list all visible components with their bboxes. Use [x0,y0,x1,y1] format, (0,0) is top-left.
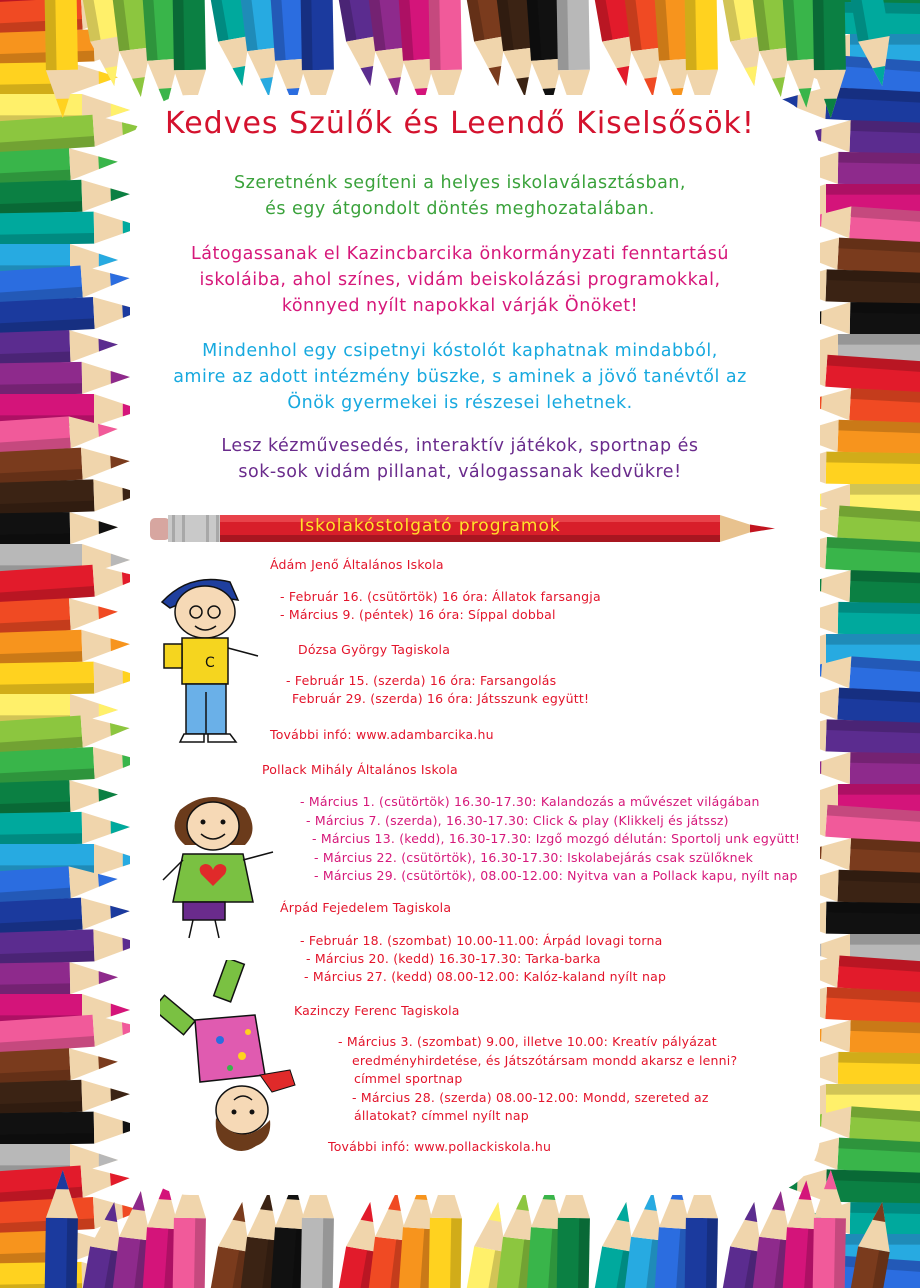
colored-pencil [0,661,142,696]
event-item: címmel sportnap [354,1071,463,1086]
school-name-dozsa: Dózsa György Tagiskola [298,642,451,657]
upside-down-kid-icon [160,960,310,1160]
school-name-arpad: Árpád Fejedelem Tagiskola [280,900,452,915]
colored-pencil [0,778,118,815]
colored-pencil [0,895,131,936]
intro-paragraph-4 [0,433,920,485]
event-item: - Február 16. (csütörtök) 16 óra: Állatok farsangja [280,589,601,604]
intro-paragraph-1 [0,170,920,222]
intro-paragraph-2 [0,241,920,319]
colored-pencil [0,811,130,846]
boy-with-cap-icon [150,572,270,747]
colored-pencil [0,961,118,996]
page-title: Kedves Szülők és Leendő Kiselsősök! [165,106,755,141]
event-item: - Március 9. (péntek) 16 óra: Síppal dobbal [280,607,556,622]
event-item: eredményhirdetése, és Játszótársam mondd akarsz e lenni? [352,1052,738,1068]
school-name-pollack: Pollack Mihály Általános Iskola [262,762,458,777]
girl-with-heart-icon [155,790,290,940]
colored-pencil [0,1046,119,1086]
event-item: - Március 27. (kedd) 08.00-12.00: Kalóz-kaland nyílt nap [304,969,667,984]
text-line: könnyed nyílt napokkal várják Önöket! [281,296,639,316]
event-item: - Március 1. (csütörtök) 16.30-17.30: Kalandozás a művészet világában [300,794,760,809]
text-line: sok-sok vidám pillanat, válogassanak kedvükre! [238,462,682,482]
event-item: - Március 20. (kedd) 16.30-17.30: Tarka-barka [306,951,601,966]
school-name-adam: Ádám Jenő Általános Iskola [270,557,444,572]
event-item: - Március 22. (csütörtök), 16.30-17.30: Iskolabejárás csak szülőknek [314,849,754,865]
colored-pencil [0,1111,142,1146]
text-line: iskoláiba, ahol színes, vidám beiskolázási programokkal, [199,270,721,290]
colored-pencil [0,928,142,966]
colored-pencil [0,1078,130,1116]
text-line: és egy átgondolt döntés meghozatalában. [265,199,655,219]
text-line: Szeretnénk segíteni a helyes iskolaválasztásban, [234,173,686,193]
text-line: Lesz kézművesedés, interaktív játékok, sportnap és [221,436,699,456]
text-line: Látogassanak el Kazincbarcika önkormányzati fenntartású [191,244,729,264]
colored-pencil [0,628,130,666]
programs-banner-label: Iskolakóstolgató programok [299,516,561,536]
event-item: Február 29. (szerda) 16 óra: Játsszunk együtt! [292,691,590,706]
event-list-pollack [300,793,800,886]
info-link-pollackiskola[interactable]: További infó: www.pollackiskola.hu [328,1139,552,1154]
event-item: állatokat? címmel nyílt nap [354,1108,529,1123]
intro-paragraph-3 [0,338,920,416]
colored-pencil [0,596,119,636]
text-line: amire az adott intézmény büszke, s aminek a jövő tanévtől az [173,367,747,387]
text-line: Önök gyermekei is részesei lehetnek. [287,393,633,413]
info-link-adambarcika[interactable]: További infó: www.adambarcika.hu [270,727,494,742]
event-item: - Március 13. (kedd), 16.30-17.30: Izgő mozgó délután: Sportolj unk együtt! [312,831,801,846]
colored-pencil [0,511,118,546]
event-item: - Március 3. (szombat) 9.00, illetve 10.00: Kreatív pályázat [338,1034,717,1049]
event-item: - Március 28. (szerda) 08.00-12.00: Mondd, szereted az [352,1089,709,1105]
text-line: Mindenhol egy csipetnyi kóstolót kaphatnak mindabból, [202,341,718,361]
event-item: - Február 18. (szombat) 10.00-11.00: Árpád lovagi torna [300,933,663,948]
school-name-kazinczy: Kazinczy Ferenc Tagiskola [294,1003,460,1018]
svg-text:C: C [205,655,215,671]
event-list-adam [280,588,601,624]
event-item: - Március 7. (szerda), 16.30-17.30: Click & play (Klikkelj és játssz) [306,812,729,828]
event-item: - Március 29. (csütörtök), 08.00-12.00: Nyitva van a Pollack kapu, nyílt nap [314,868,798,883]
event-list-dozsa [280,672,589,708]
event-item: - Február 15. (szerda) 16 óra: Farsangolás [286,673,557,688]
event-list-arpad [300,932,666,986]
event-list-kazinczy [338,1033,737,1126]
